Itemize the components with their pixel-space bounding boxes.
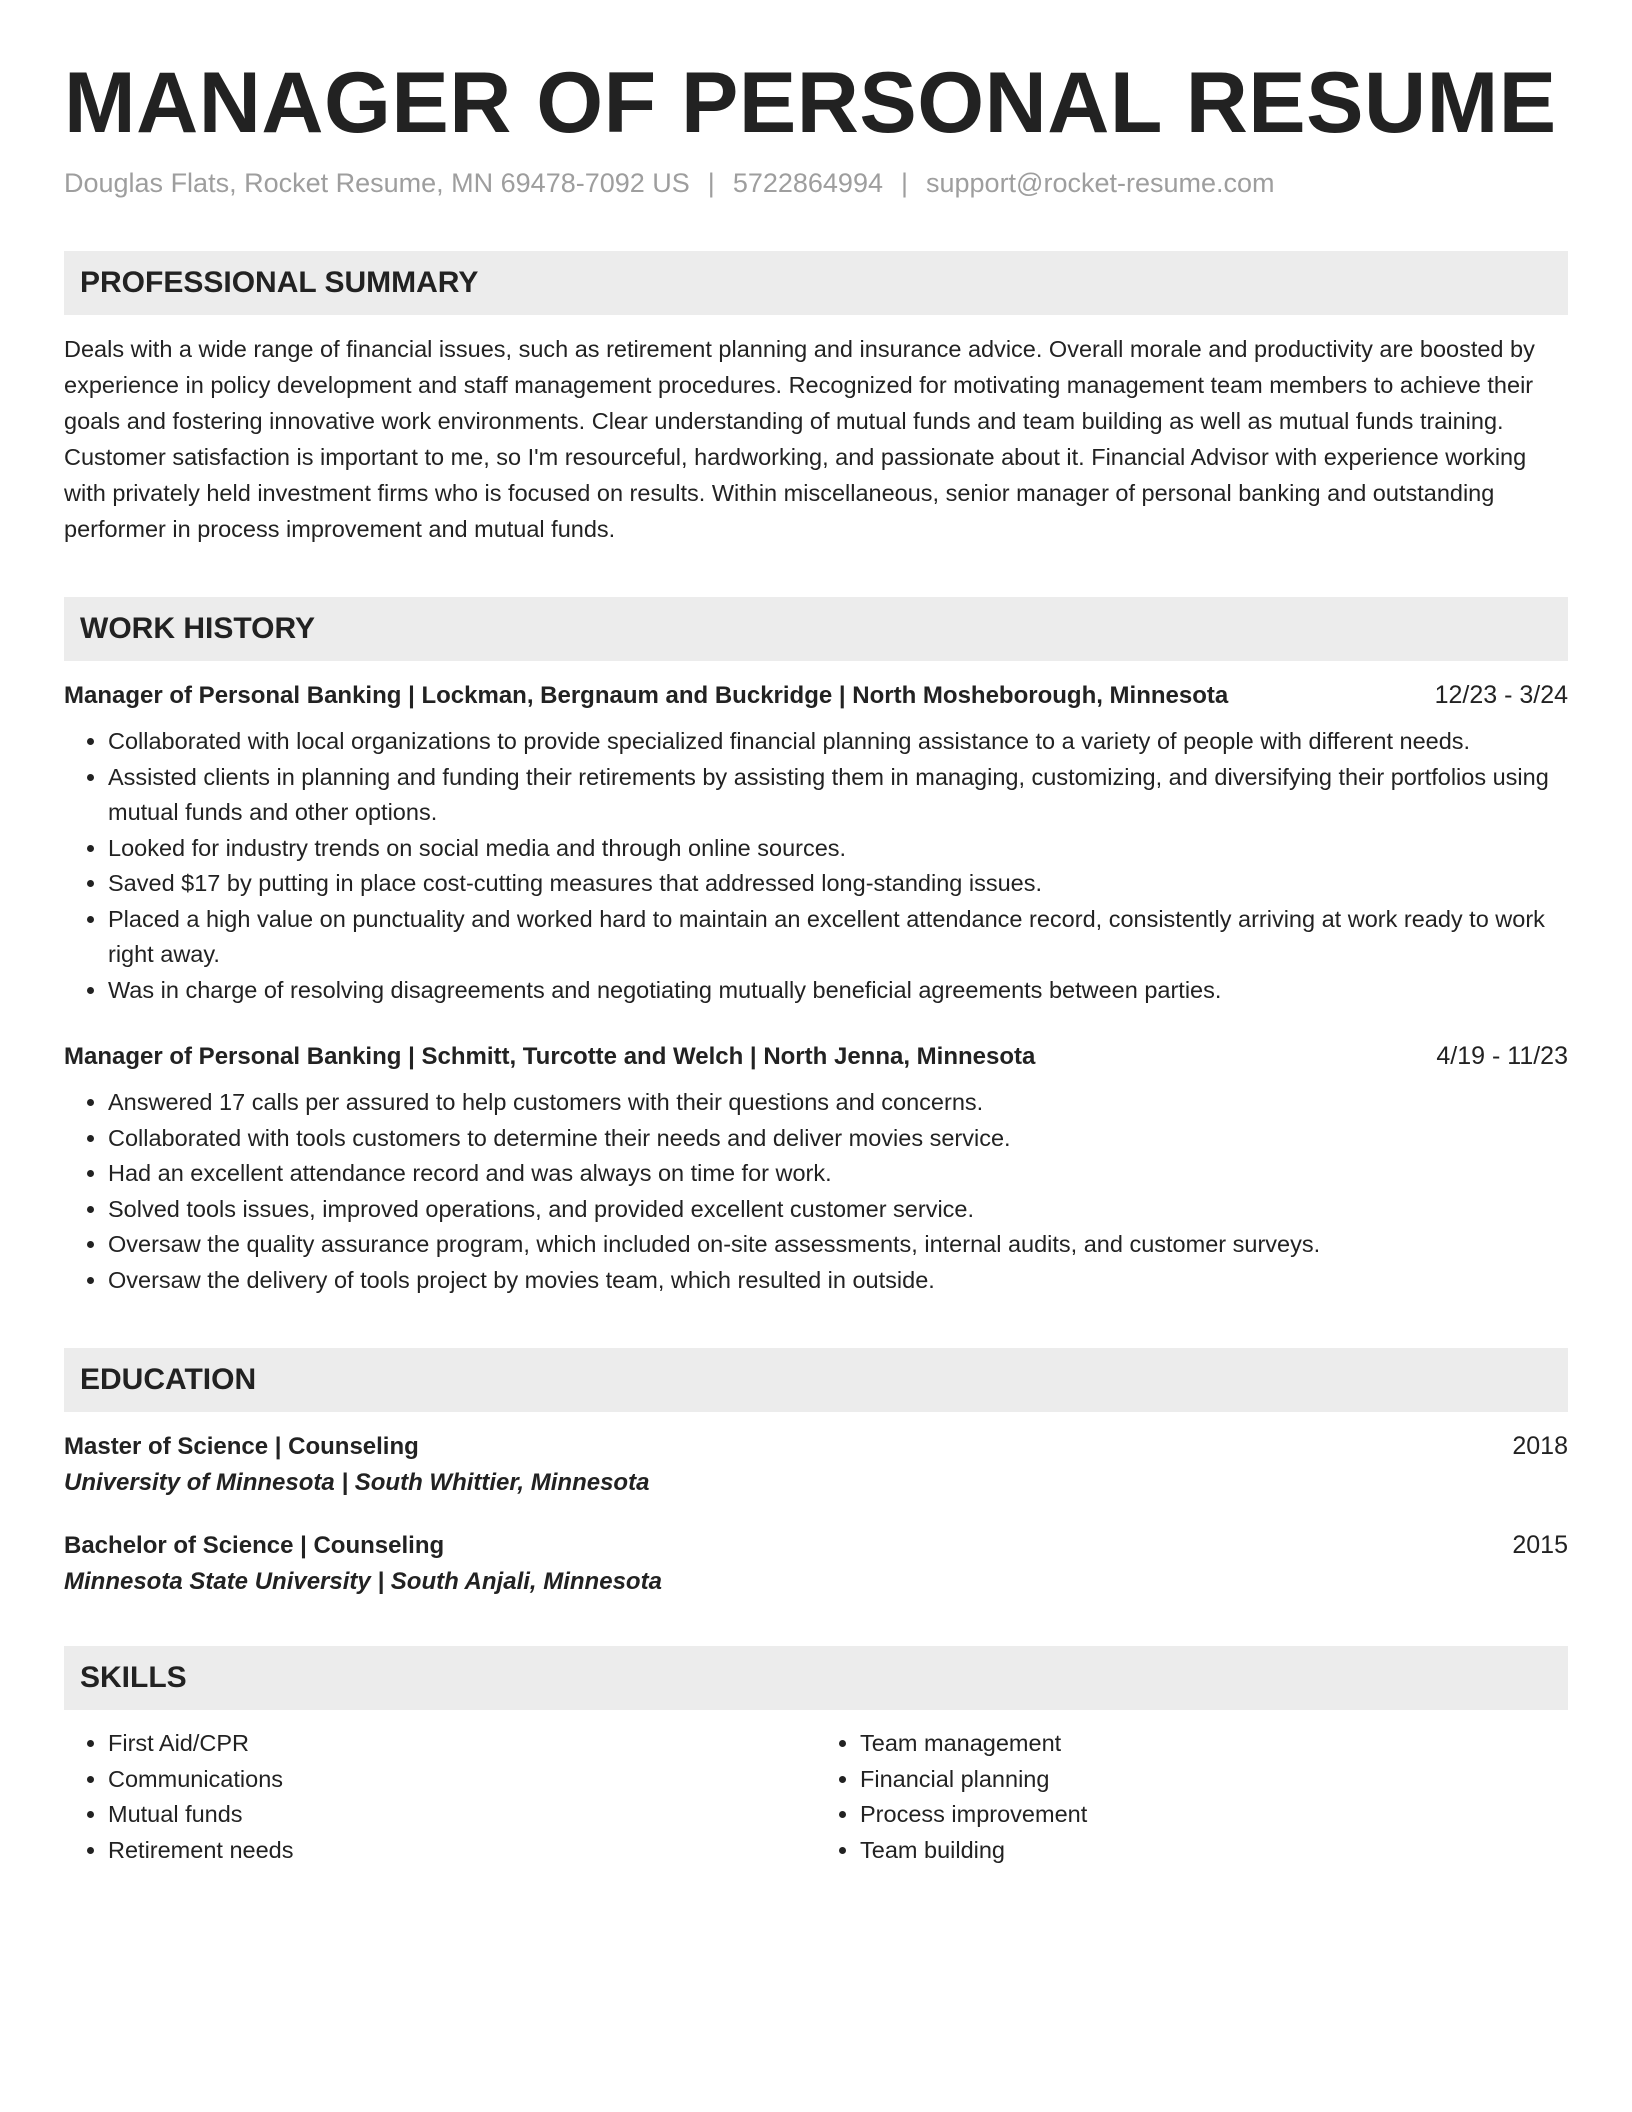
job-dates: 12/23 - 3/24 bbox=[1434, 681, 1568, 710]
education-entry bbox=[64, 1432, 1568, 1497]
skill-item: • Team building bbox=[860, 1833, 1568, 1869]
skill-item: • First Aid/CPR bbox=[108, 1726, 816, 1762]
job-bullet: • Solved tools issues, improved operations, and provided excellent customer service. bbox=[108, 1192, 1568, 1228]
job-bullet: • Answered 17 calls per assured to help customers with their questions and concerns. bbox=[108, 1085, 1568, 1121]
contact-separator: | bbox=[900, 168, 908, 199]
job-bullet: • Looked for industry trends on social media and through online sources. bbox=[108, 831, 1568, 867]
job-entry bbox=[64, 1042, 1568, 1298]
education-year: 2018 bbox=[1512, 1432, 1568, 1461]
skill-item: • Communications bbox=[108, 1762, 816, 1798]
resume-title: MANAGER OF PERSONAL RESUME bbox=[64, 55, 1557, 151]
contact-address: Douglas Flats, Rocket Resume, MN 69478-7092 US bbox=[64, 168, 690, 199]
job-title: Manager of Personal Banking | Lockman, Bergnaum and Buckridge | North Mosheborough, Minnesota bbox=[64, 682, 1229, 710]
job-bullet: • Saved $17 by putting in place cost-cutting measures that addressed long-standing issues. bbox=[108, 866, 1568, 902]
contact-line bbox=[64, 168, 1568, 199]
education-degree: Bachelor of Science | Counseling bbox=[64, 1532, 445, 1560]
skill-item: • Retirement needs bbox=[108, 1833, 816, 1869]
job-bullet: • Placed a high value on punctuality and worked hard to maintain an excellent attendance record, consistently arriving at work ready to work right away. bbox=[108, 902, 1568, 973]
job-title: Manager of Personal Banking | Schmitt, Turcotte and Welch | North Jenna, Minnesota bbox=[64, 1043, 1036, 1071]
contact-email: support@rocket-resume.com bbox=[926, 168, 1275, 199]
job-bullet: • Collaborated with tools customers to determine their needs and deliver movies service. bbox=[108, 1121, 1568, 1157]
section-header-work-history: WORK HISTORY bbox=[64, 597, 1568, 661]
section-header-skills: SKILLS bbox=[64, 1646, 1568, 1710]
job-bullet: • Had an excellent attendance record and was always on time for work. bbox=[108, 1156, 1568, 1192]
skill-item: • Process improvement bbox=[860, 1797, 1568, 1833]
education-header bbox=[64, 1531, 1568, 1560]
section-header-summary: PROFESSIONAL SUMMARY bbox=[64, 251, 1568, 315]
education-year: 2015 bbox=[1512, 1531, 1568, 1560]
job-bullets bbox=[64, 724, 1568, 1008]
job-bullet: • Collaborated with local organizations to provide specialized financial planning assistance to a variety of people with different needs. bbox=[108, 724, 1568, 760]
job-dates: 4/19 - 11/23 bbox=[1436, 1042, 1568, 1071]
summary-text: Deals with a wide range of financial issues, such as retirement planning and insurance advice. Overall morale and productivity are boosted by experience in policy development and staff management procedures. Recognized for motivating management team members to achieve their goals and fostering innovative work environments. Clear understanding of mutual funds and team building as well as mutual funds training. Customer satisfaction is important to me, so I'm resourceful, hardworking, and passionate about it. Financial Advisor with experience working with privately held investment firms who is focused on results. Within miscellaneous, senior manager of personal banking and outstanding performer in process improvement and mutual funds. bbox=[64, 336, 1535, 543]
job-bullet: • Assisted clients in planning and funding their retirements by assisting them in managing, customizing, and diversifying their portfolios using mutual funds and other options. bbox=[108, 760, 1568, 831]
job-header bbox=[64, 1042, 1568, 1071]
job-bullet: • Oversaw the delivery of tools project by movies team, which resulted in outside. bbox=[108, 1263, 1568, 1299]
education-school: University of Minnesota | South Whittier, Minnesota bbox=[64, 1469, 650, 1497]
section-header-education: EDUCATION bbox=[64, 1348, 1568, 1412]
skill-item: • Financial planning bbox=[860, 1762, 1568, 1798]
skills-list bbox=[64, 1726, 1568, 1868]
job-bullets bbox=[64, 1085, 1568, 1298]
job-bullet: • Was in charge of resolving disagreements and negotiating mutually beneficial agreements between parties. bbox=[108, 973, 1568, 1009]
job-entry bbox=[64, 681, 1568, 1008]
skill-item: • Mutual funds bbox=[108, 1797, 816, 1833]
contact-phone: 5722864994 bbox=[732, 168, 883, 199]
education-school: Minnesota State University | South Anjali, Minnesota bbox=[64, 1568, 662, 1596]
contact-separator: | bbox=[707, 168, 715, 199]
education-header bbox=[64, 1432, 1568, 1461]
education-degree: Master of Science | Counseling bbox=[64, 1433, 419, 1461]
job-bullet: • Oversaw the quality assurance program, which included on-site assessments, internal audits, and customer surveys. bbox=[108, 1227, 1568, 1263]
skill-item: • Team management bbox=[860, 1726, 1568, 1762]
job-header bbox=[64, 681, 1568, 710]
skills-column-right bbox=[816, 1726, 1568, 1868]
skills-column-left bbox=[64, 1726, 816, 1868]
education-entry bbox=[64, 1531, 1568, 1596]
